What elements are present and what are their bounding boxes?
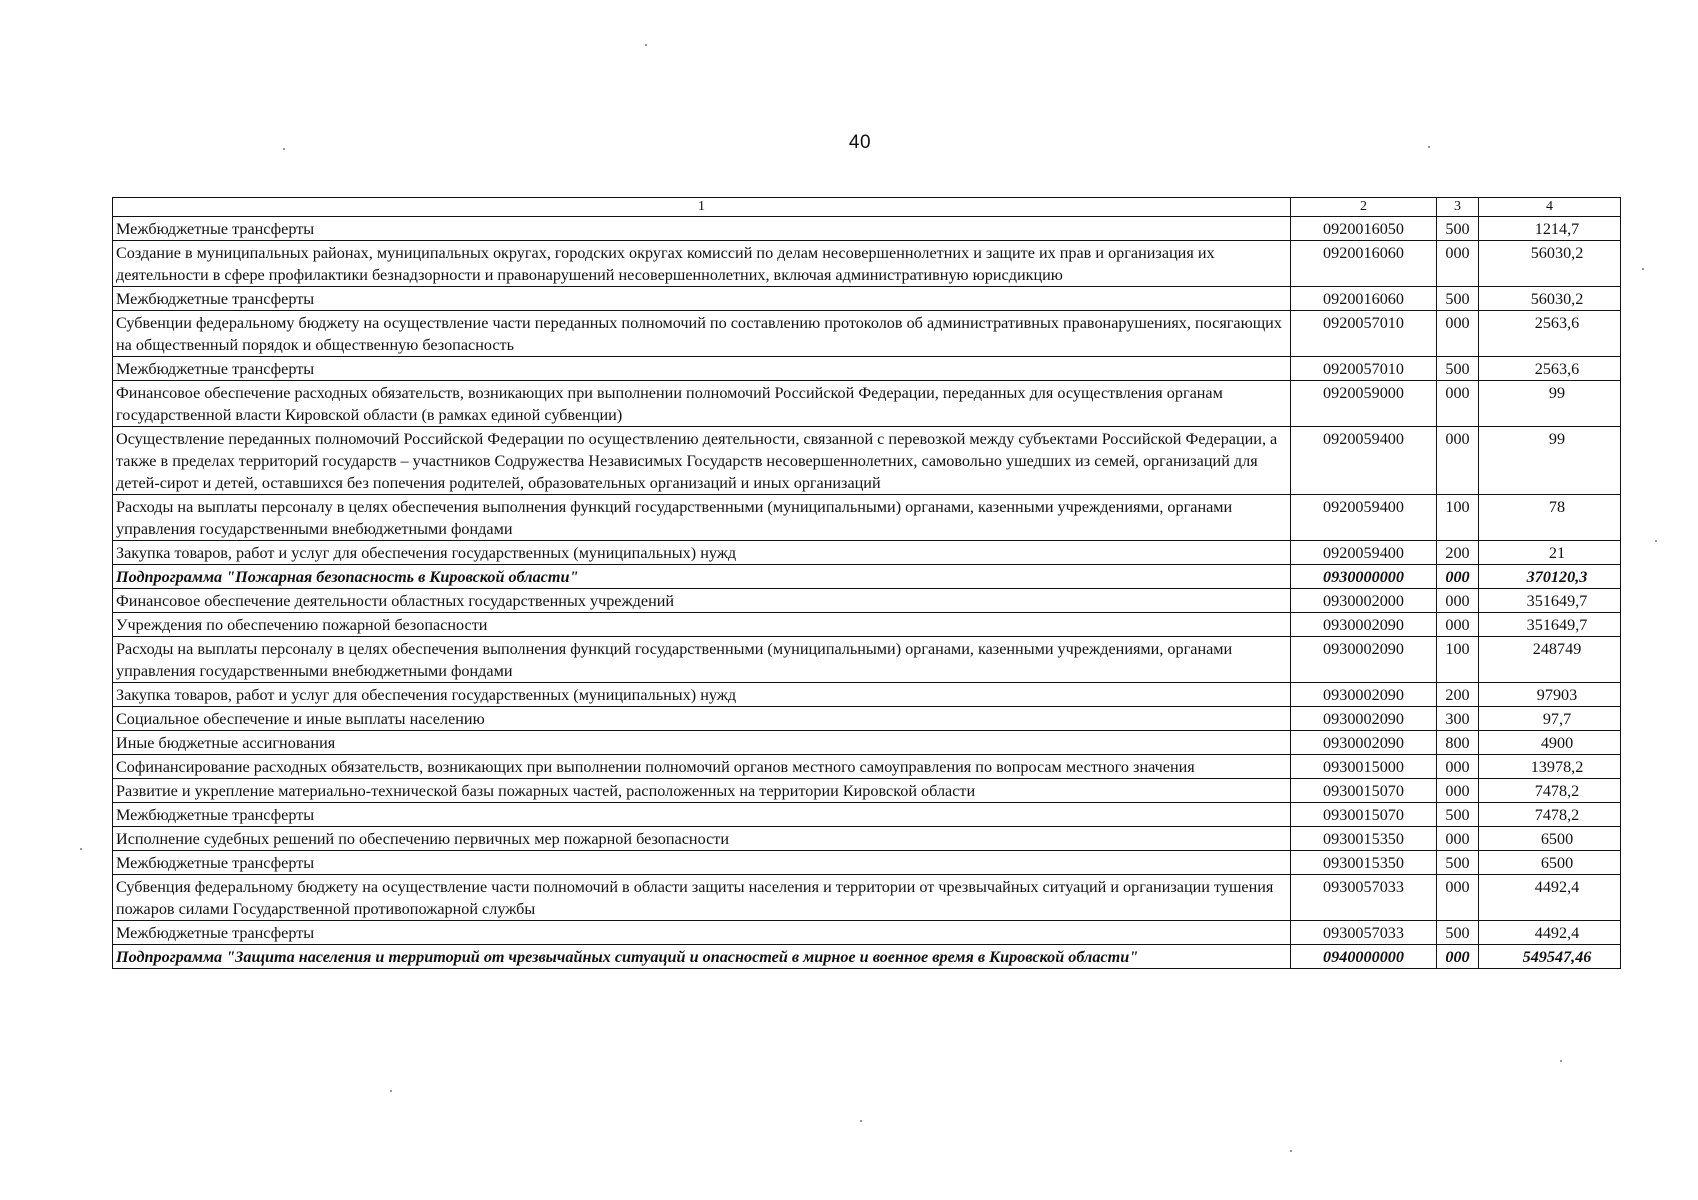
table-row [113, 921, 1621, 945]
expense-name-cell: Финансовое обеспечение деятельности областных государственных учреждений [113, 589, 1291, 613]
amount-cell: 4492,4 [1479, 921, 1621, 945]
expense-name-cell: Подпрограмма "Пожарная безопасность в Кировской области" [113, 565, 1291, 589]
table-row [113, 589, 1621, 613]
budget-table [112, 197, 1621, 969]
scan-speck [1655, 540, 1657, 542]
scan-speck [645, 44, 647, 46]
target-code-cell: 0930015000 [1291, 755, 1437, 779]
expense-name-cell: Подпрограмма "Защита населения и территорий от чрезвычайных ситуаций и опасностей в мирное и военное время в Кировской области" [113, 945, 1291, 969]
expense-type-cell: 000 [1437, 381, 1479, 427]
table-row [113, 779, 1621, 803]
expense-type-cell: 300 [1437, 707, 1479, 731]
target-code-cell: 0920059000 [1291, 381, 1437, 427]
expense-type-cell: 000 [1437, 427, 1479, 495]
expense-type-cell: 000 [1437, 311, 1479, 357]
scan-speck [283, 148, 285, 150]
scan-speck [860, 1120, 862, 1122]
amount-cell: 7478,2 [1479, 779, 1621, 803]
table-row [113, 541, 1621, 565]
table-row [113, 827, 1621, 851]
amount-cell: 13978,2 [1479, 755, 1621, 779]
amount-cell: 78 [1479, 495, 1621, 541]
expense-type-cell: 200 [1437, 683, 1479, 707]
amount-cell: 549547,46 [1479, 945, 1621, 969]
target-code-cell: 0930002090 [1291, 637, 1437, 683]
expense-name-cell: Создание в муниципальных районах, муниципальных округах, городских округах комиссий по делам несовершеннолетних и защите их прав и организация их деятельности в сфере профилактики безнадзорности и правонарушений несовершеннолетних, включая административную юрисдикцию [113, 241, 1291, 287]
target-code-cell: 0930002000 [1291, 589, 1437, 613]
expense-name-cell: Иные бюджетные ассигнования [113, 731, 1291, 755]
amount-cell: 6500 [1479, 827, 1621, 851]
amount-cell: 7478,2 [1479, 803, 1621, 827]
target-code-cell: 0920016050 [1291, 217, 1437, 241]
expense-type-cell: 800 [1437, 731, 1479, 755]
expense-type-cell: 500 [1437, 287, 1479, 311]
target-code-cell: 0930000000 [1291, 565, 1437, 589]
target-code-cell: 0920059400 [1291, 541, 1437, 565]
amount-cell: 248749 [1479, 637, 1621, 683]
scan-speck [1642, 268, 1644, 270]
target-code-cell: 0920016060 [1291, 287, 1437, 311]
amount-cell: 4492,4 [1479, 875, 1621, 921]
table-row [113, 311, 1621, 357]
table-row [113, 381, 1621, 427]
table-row [113, 731, 1621, 755]
expense-name-cell: Финансовое обеспечение расходных обязательств, возникающих при выполнении полномочий Российской Федерации, переданных для осуществления органам государственной власти Кировской области (в рамках единой субвенции) [113, 381, 1291, 427]
column-number-4: 4 [1479, 198, 1621, 217]
column-number-3: 3 [1437, 198, 1479, 217]
expense-type-cell: 000 [1437, 589, 1479, 613]
expense-name-cell: Осуществление переданных полномочий Российской Федерации по осуществлению деятельности, связанной с перевозкой между субъектами Российской Федерации, а также в пределах территорий государств – участников Содружества Независимых Государств несовершеннолетних, самовольно ушедших из семей, организаций для детей-сирот и детей, оставшихся без попечения родителей, образовательных организаций и иных организаций [113, 427, 1291, 495]
table-row [113, 241, 1621, 287]
expense-name-cell: Расходы на выплаты персоналу в целях обеспечения выполнения функций государственными (муниципальными) органами, казенными учреждениями, органами управления государственными внебюджетными фондами [113, 637, 1291, 683]
target-code-cell: 0930057033 [1291, 921, 1437, 945]
target-code-cell: 0930015070 [1291, 779, 1437, 803]
amount-cell: 2563,6 [1479, 357, 1621, 381]
target-code-cell: 0930002090 [1291, 731, 1437, 755]
scan-speck [80, 848, 82, 850]
expense-type-cell: 000 [1437, 613, 1479, 637]
amount-cell: 97903 [1479, 683, 1621, 707]
column-number-1: 1 [113, 198, 1291, 217]
target-code-cell: 0920057010 [1291, 357, 1437, 381]
expense-type-cell: 500 [1437, 217, 1479, 241]
expense-type-cell: 500 [1437, 803, 1479, 827]
expense-type-cell: 500 [1437, 921, 1479, 945]
table-row [113, 803, 1621, 827]
target-code-cell: 0930002090 [1291, 707, 1437, 731]
expense-name-cell: Развитие и укрепление материально-технической базы пожарных частей, расположенных на территории Кировской области [113, 779, 1291, 803]
amount-cell: 21 [1479, 541, 1621, 565]
target-code-cell: 0920059400 [1291, 495, 1437, 541]
expense-type-cell: 000 [1437, 755, 1479, 779]
column-number-row [113, 198, 1621, 217]
expense-type-cell: 200 [1437, 541, 1479, 565]
expense-name-cell: Исполнение судебных решений по обеспечению первичных мер пожарной безопасности [113, 827, 1291, 851]
table-row [113, 875, 1621, 921]
expense-name-cell: Социальное обеспечение и иные выплаты населению [113, 707, 1291, 731]
target-code-cell: 0930057033 [1291, 875, 1437, 921]
table-body [113, 198, 1621, 969]
expense-name-cell: Межбюджетные трансферты [113, 921, 1291, 945]
expense-type-cell: 500 [1437, 851, 1479, 875]
target-code-cell: 0930015350 [1291, 827, 1437, 851]
amount-cell: 370120,3 [1479, 565, 1621, 589]
amount-cell: 99 [1479, 381, 1621, 427]
amount-cell: 56030,2 [1479, 241, 1621, 287]
expense-name-cell: Учреждения по обеспечению пожарной безопасности [113, 613, 1291, 637]
table-row [113, 287, 1621, 311]
expense-type-cell: 000 [1437, 945, 1479, 969]
expense-type-cell: 000 [1437, 875, 1479, 921]
expense-type-cell: 100 [1437, 495, 1479, 541]
scan-speck [1428, 146, 1430, 148]
expense-type-cell: 000 [1437, 779, 1479, 803]
target-code-cell: 0940000000 [1291, 945, 1437, 969]
expense-name-cell: Субвенция федеральному бюджету на осуществление части полномочий в области защиты населения и территории от чрезвычайных ситуаций и организации тушения пожаров силами Государственной противопожарной службы [113, 875, 1291, 921]
target-code-cell: 0930015070 [1291, 803, 1437, 827]
target-code-cell: 0930015350 [1291, 851, 1437, 875]
target-code-cell: 0920059400 [1291, 427, 1437, 495]
table-row [113, 851, 1621, 875]
column-number-2: 2 [1291, 198, 1437, 217]
scan-speck [1560, 1060, 1562, 1062]
expense-type-cell: 000 [1437, 241, 1479, 287]
table-row [113, 755, 1621, 779]
expense-name-cell: Закупка товаров, работ и услуг для обеспечения государственных (муниципальных) нужд [113, 541, 1291, 565]
amount-cell: 351649,7 [1479, 613, 1621, 637]
amount-cell: 6500 [1479, 851, 1621, 875]
table-row [113, 357, 1621, 381]
expense-name-cell: Софинансирование расходных обязательств, возникающих при выполнении полномочий органов местного самоуправления по вопросам местного значения [113, 755, 1291, 779]
scan-speck [390, 1090, 392, 1092]
amount-cell: 4900 [1479, 731, 1621, 755]
target-code-cell: 0920016060 [1291, 241, 1437, 287]
expense-type-cell: 000 [1437, 827, 1479, 851]
table-row [113, 707, 1621, 731]
subprogram-row [113, 565, 1621, 589]
target-code-cell: 0930002090 [1291, 683, 1437, 707]
expense-name-cell: Расходы на выплаты персоналу в целях обеспечения выполнения функций государственными (муниципальными) органами, казенными учреждениями, органами управления государственными внебюджетными фондами [113, 495, 1291, 541]
expense-name-cell: Субвенции федеральному бюджету на осуществление части переданных полномочий по составлению протоколов об административных правонарушениях, посягающих на общественный порядок и общественную безопасность [113, 311, 1291, 357]
page-number: 40 [848, 132, 872, 153]
expense-name-cell: Межбюджетные трансферты [113, 217, 1291, 241]
expense-name-cell: Межбюджетные трансферты [113, 357, 1291, 381]
expense-type-cell: 000 [1437, 565, 1479, 589]
table-row [113, 217, 1621, 241]
amount-cell: 2563,6 [1479, 311, 1621, 357]
table-row [113, 683, 1621, 707]
amount-cell: 351649,7 [1479, 589, 1621, 613]
scan-speck [1290, 1150, 1292, 1152]
expense-name-cell: Межбюджетные трансферты [113, 803, 1291, 827]
amount-cell: 99 [1479, 427, 1621, 495]
amount-cell: 56030,2 [1479, 287, 1621, 311]
expense-type-cell: 100 [1437, 637, 1479, 683]
amount-cell: 1214,7 [1479, 217, 1621, 241]
expense-name-cell: Закупка товаров, работ и услуг для обеспечения государственных (муниципальных) нужд [113, 683, 1291, 707]
amount-cell: 97,7 [1479, 707, 1621, 731]
expense-name-cell: Межбюджетные трансферты [113, 287, 1291, 311]
expense-name-cell: Межбюджетные трансферты [113, 851, 1291, 875]
target-code-cell: 0920057010 [1291, 311, 1437, 357]
table-row [113, 637, 1621, 683]
table-row [113, 427, 1621, 495]
table-row [113, 613, 1621, 637]
expense-type-cell: 500 [1437, 357, 1479, 381]
table-row [113, 495, 1621, 541]
subprogram-row [113, 945, 1621, 969]
target-code-cell: 0930002090 [1291, 613, 1437, 637]
